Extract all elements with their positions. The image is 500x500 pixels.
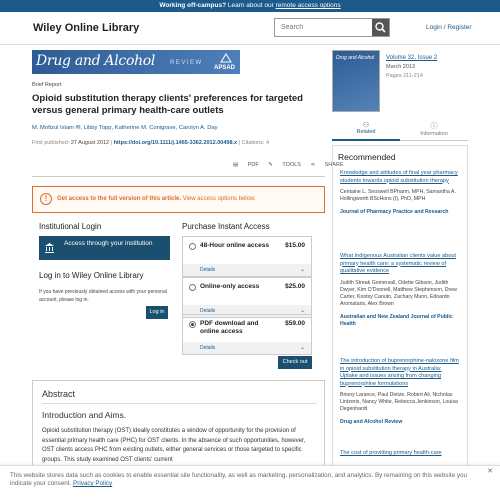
journal-banner-title: Drug and Alcohol (36, 53, 156, 69)
site-logo[interactable]: Wiley Online Library (33, 22, 140, 34)
abstract-heading: Abstract (42, 389, 76, 399)
recommended-item (340, 170, 460, 216)
search-box (274, 18, 390, 37)
details-toggle[interactable]: Details ⌄ (183, 264, 311, 276)
cookie-message: This website stores data such as cookies to enable essential site functionality, as well as marketing, personalization, and analytics. By remaining on this website you indicate your consent. (10, 472, 467, 487)
tab-information-label: Information (420, 131, 448, 137)
info-circle-icon: ⓘ (430, 123, 438, 130)
institution-access-label: Access through your institution (64, 240, 153, 247)
journal-banner-review: REVIEW (170, 60, 203, 66)
journal-cover[interactable] (332, 50, 380, 112)
access-alert (32, 186, 325, 213)
option-price: $59.00 (285, 320, 305, 327)
tab-related-label: Related (356, 129, 376, 135)
institutional-login-title: Institutional Login (39, 222, 102, 231)
details-toggle[interactable]: Details ⌄ (183, 305, 311, 317)
recommended-heading: Recommended (338, 152, 396, 162)
purchase-title: Purchase Instant Access (182, 222, 270, 231)
tab-information[interactable] (400, 119, 468, 141)
site-header (0, 12, 500, 45)
remote-access-link[interactable]: remote access options (275, 2, 341, 9)
institution-access-button[interactable] (39, 236, 170, 260)
radio-pdf[interactable] (189, 321, 196, 328)
recommended-item (340, 253, 460, 328)
abstract-subheading: Introduction and Aims. (42, 410, 127, 420)
radio-48hour[interactable] (189, 243, 196, 250)
issue-month: March 2013 (386, 64, 416, 70)
login-box-title: Log in to Wiley Online Library (39, 271, 144, 280)
info-icon: ! (40, 193, 52, 205)
chevron-down-icon: ⌄ (299, 308, 305, 314)
recommended-authors: Centaine L. Snoswell BPharm, MPH, Samantha A. Hollingworth BScHons (I), PhD, MPH (340, 189, 456, 202)
chevron-down-icon: ⌄ (299, 345, 305, 351)
author-list[interactable]: M. Mofizul Islam ✉, Libby Topp, Katherine M. Conigrave, Carolyn A. Day (32, 125, 218, 131)
first-published-date: 27 August 2012 (70, 140, 110, 146)
first-published-label: First published: (32, 140, 71, 146)
article-tools (225, 162, 344, 168)
cover-title: Drug and Alcohol (336, 55, 375, 61)
remote-access-banner (0, 0, 500, 12)
purchase-option-pdf[interactable] (182, 314, 312, 355)
tools-button[interactable]: ✎ TOOLS (268, 162, 301, 168)
view-access-options-link[interactable]: View access options below. (181, 196, 256, 202)
recommended-title-link[interactable]: The cost of providing primary health-care (340, 450, 442, 456)
abstract-text: Opioid substitution therapy (OST) ideally constitutes a window of opportunity for the provision of essential primary health care (PHC) for OST clients. In the absence of such opportunities, however, OST clients access PHC from existing outlets, either general services or those targeted to specific groups. This study examined OST clients' current (42, 428, 306, 463)
privacy-policy-link[interactable]: Privacy Policy (73, 480, 113, 487)
access-alert-bold: Get access to the full version of this article. (57, 196, 182, 202)
recommended-journal-link[interactable]: Journal of Pharmacy Practice and Research (340, 209, 449, 215)
doi-link[interactable]: https://doi.org/10.1111/j.1465-3362.2012.00498.x (113, 140, 238, 146)
search-button[interactable] (372, 19, 389, 36)
sidebar-tabs (332, 119, 468, 141)
abstract-divider (42, 403, 317, 404)
details-toggle[interactable]: Details ⌄ (183, 342, 311, 354)
search-input[interactable] (275, 19, 372, 36)
search-icon (372, 19, 389, 36)
chevron-down-icon: ⌄ (299, 267, 305, 273)
option-name: 48-Hour online access (200, 242, 269, 249)
apsad-logo-icon (220, 53, 232, 63)
close-icon[interactable]: ✕ (487, 468, 493, 475)
recommended-title-link[interactable]: Knowledge and attitudes of final year pharmacy students towards opioid substitution therapy (340, 170, 458, 184)
banner-bold: Working off-campus? (159, 2, 227, 9)
recommended-authors: Judith Streak Gomersall, Odette Gibson, Judith Dwyer, Kim O'Donnell, Matthew Stephenson, Drew Carter, Kootsy Canuto, Zachary Munn, Edoardo Aromataris, Alex Brown (340, 279, 457, 307)
article-title: Opioid substitution therapy clients' preferences for targeted versus general primary health-care outlets (32, 93, 303, 116)
login-box-description: If you have previously obtained access with your personal account, please log in. (39, 289, 167, 303)
purchase-option-online[interactable] (182, 277, 312, 318)
network-icon: ⚇ (362, 122, 370, 129)
journal-banner[interactable] (32, 50, 240, 74)
purchase-option-48hour[interactable] (182, 236, 312, 277)
article-type: Brief Report (32, 82, 62, 88)
option-name: Online-only access (200, 283, 260, 290)
recommended-journal-link[interactable]: Australian and New Zealand Journal of Public Health (340, 313, 453, 327)
issue-link[interactable]: Volume 32, Issue 2 (386, 55, 438, 61)
recommended-title-link[interactable]: The introduction of buprenorphine-naloxone film in opioid substitution therapy in Australia: Uptake and issues arising from changing buprenorphine formulations (340, 358, 459, 387)
publication-meta: First published: 27 August 2012 | https://doi.org/10.1111/j.1465-3362.2012.00498.x | Citations: 4 (32, 140, 270, 146)
tab-related[interactable] (332, 119, 400, 141)
recommended-authors: Briony Larance, Paul Dietze, Robert Ali, Nicholas Lintzeris, Nancy White, Rebecca Jenkinson, Louisa Degenhardt (340, 392, 458, 412)
radio-online[interactable] (189, 284, 196, 291)
recommended-journal-link[interactable]: Drug and Alcohol Review (340, 419, 403, 425)
option-name: PDF download and online access (200, 320, 259, 335)
apsad-label: APSAD (214, 65, 236, 71)
option-price: $25.00 (285, 283, 305, 290)
recommended-title-link[interactable]: What Indigenous Australian clients value about primary health care: a systematic review of qualitative evidence (340, 253, 456, 274)
divider (32, 176, 325, 177)
login-button[interactable]: Log in (146, 306, 168, 319)
checkout-button[interactable]: Check out (278, 356, 312, 369)
recommended-item (340, 450, 460, 458)
login-register-link[interactable]: Login / Register (426, 24, 472, 31)
recommended-item (340, 358, 460, 426)
pdf-button[interactable]: ▤ PDF (233, 162, 259, 168)
cookie-banner (0, 465, 500, 500)
issue-pages: Pages 211-214 (386, 73, 423, 79)
access-alert-text (57, 196, 256, 202)
institution-icon (44, 242, 55, 253)
cookie-text (10, 472, 480, 488)
share-button[interactable]: ⋖ SHARE (310, 162, 344, 168)
banner-text: Learn about our (226, 2, 276, 9)
option-price: $15.00 (285, 242, 305, 249)
citations-count[interactable]: Citations: 4 (241, 140, 270, 146)
